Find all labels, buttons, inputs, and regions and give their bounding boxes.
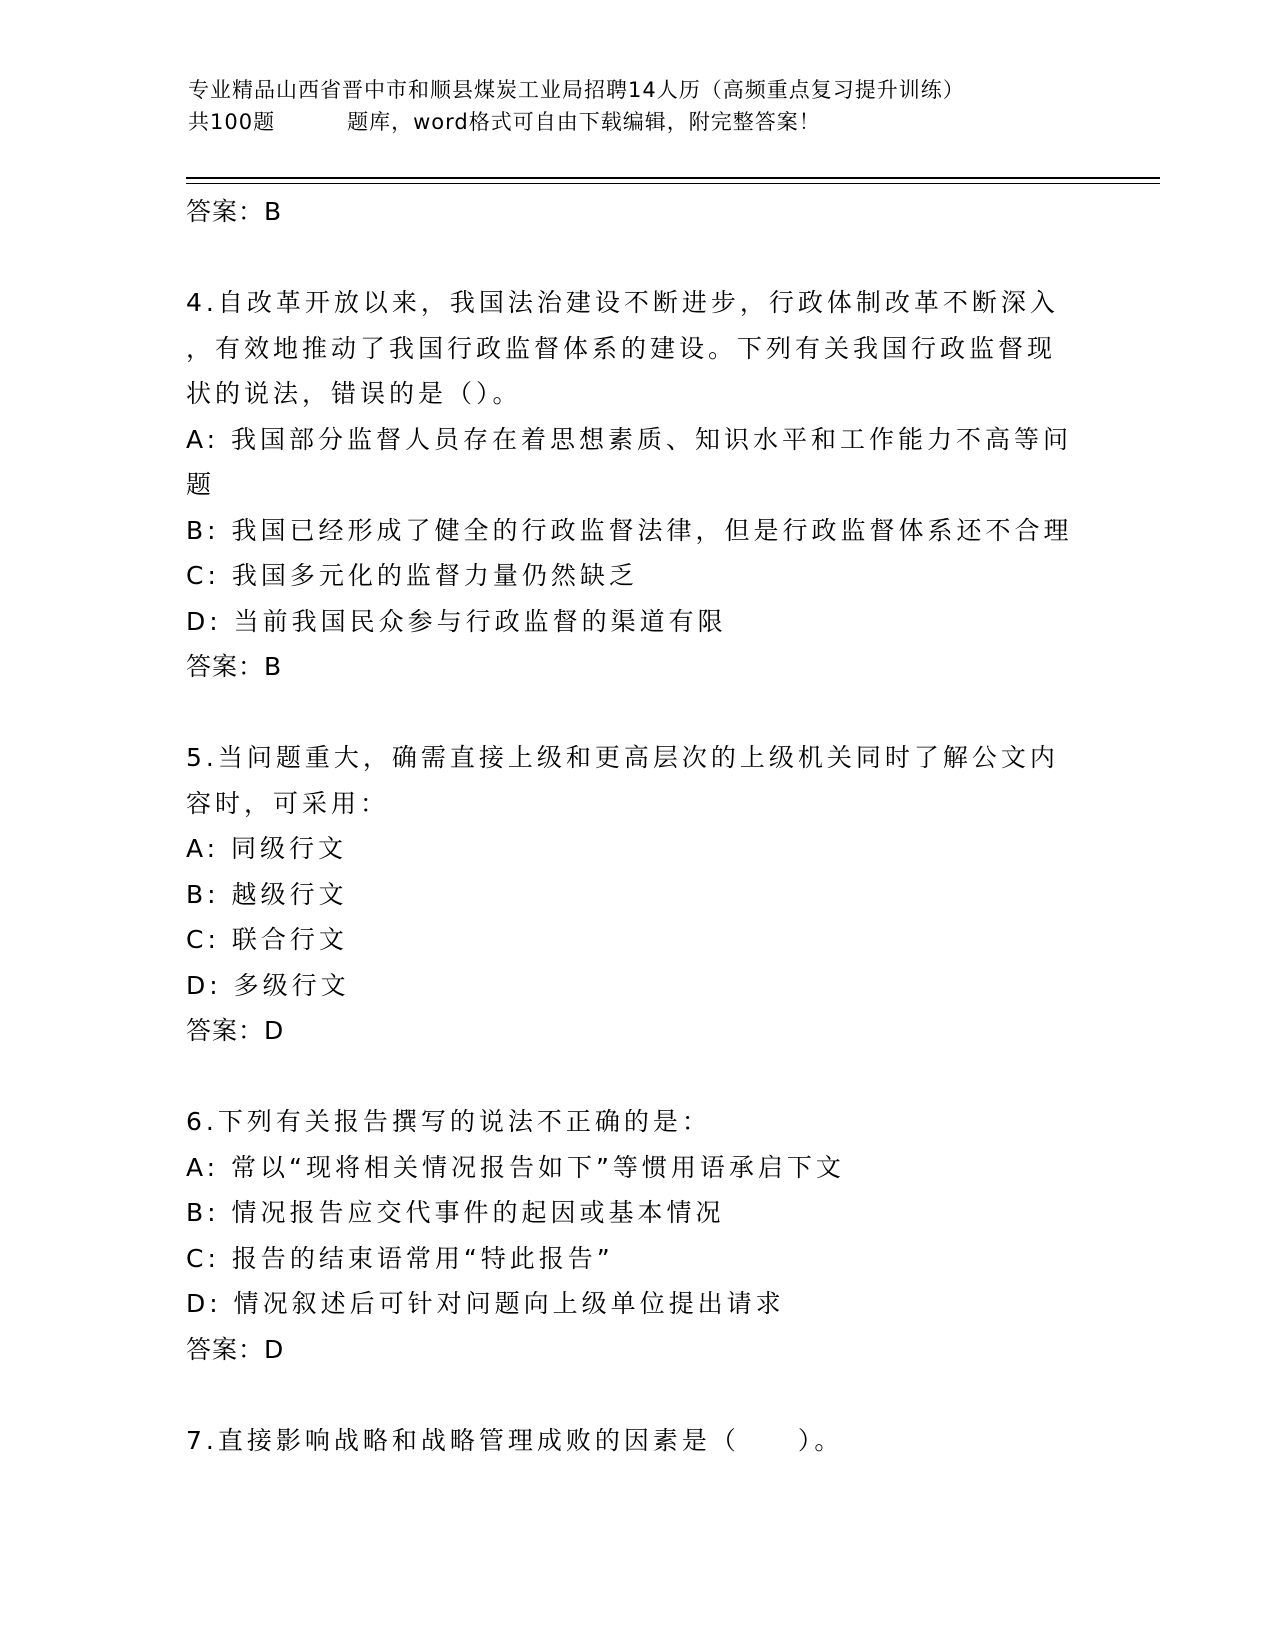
option-line: A: 常以“现将相关情况报告如下”等惯用语承启下文 (186, 1152, 845, 1182)
header-question-count: 共100题 (188, 110, 276, 134)
header-description: 题库，word格式可自由下载编辑，附完整答案！ (347, 110, 821, 134)
question-block (186, 1418, 1086, 1464)
answer-line: 答案：D (186, 1334, 285, 1364)
header-subtitle-line (188, 106, 1088, 138)
option-line: A: 同级行文 (186, 834, 348, 863)
option-line: C: 报告的结束语常用“特此报告” (186, 1243, 614, 1273)
option-line: A: 我国部分监督人员存在着思想素质、知识水平和工作能力不高等问 (186, 424, 1073, 454)
question-text-line: 5.当问题重大，确需直接上级和更高层次的上级机关同时了解公文内 (186, 743, 1059, 772)
question-text-line: 7.直接影响战略和战略管理成败的因素是（ ）。 (186, 1425, 844, 1455)
option-line: D: 当前我国民众参与行政监督的渠道有限 (186, 606, 727, 636)
header-title-line: 专业精品山西省晋中市和顺县煤炭工业局招聘14人历（高频重点复习提升训练） (188, 78, 965, 102)
option-line: B: 越级行文 (186, 879, 348, 909)
question-text-line: 6.下列有关报告撰写的说法不正确的是： (186, 1107, 711, 1136)
option-line: B: 情况报告应交代事件的起因或基本情况 (186, 1198, 725, 1227)
question-text-line: 状的说法，错误的是（）。 (186, 379, 522, 408)
question-block (186, 280, 1086, 690)
option-line: C: 我国多元化的监督力量仍然缺乏 (186, 561, 638, 590)
header-rule-thick (186, 177, 1160, 179)
option-line: C: 联合行文 (186, 925, 348, 954)
answer-line: 答案：D (186, 1016, 285, 1045)
question-text-line: 容时，可采用： (186, 788, 390, 818)
answer-line: 答案：B (186, 197, 283, 226)
option-line: 题 (186, 470, 216, 499)
question-spacer (186, 1372, 1086, 1418)
question-text-line: ，有效地推动了我国行政监督体系的建设。下列有关我国行政监督现 (186, 333, 1057, 363)
question-block (186, 735, 1086, 1054)
option-line: D: 多级行文 (186, 970, 350, 1000)
answer-line: 答案：B (186, 652, 283, 681)
question-spacer (186, 1054, 1086, 1100)
question-text-line: 4.自改革开放以来，我国法治建设不断进步，行政体制改革不断深入 (186, 288, 1059, 317)
question-list (186, 189, 1086, 1463)
question-block (186, 1099, 1086, 1372)
question-spacer (186, 235, 1086, 281)
option-line: D: 情况叙述后可针对问题向上级单位提出请求 (186, 1289, 785, 1318)
option-line: B: 我国已经形成了健全的行政监督法律，但是行政监督体系还不合理 (186, 515, 1073, 545)
header-rule-thin (186, 183, 1160, 184)
question-spacer (186, 690, 1086, 736)
page-header (188, 74, 1088, 138)
